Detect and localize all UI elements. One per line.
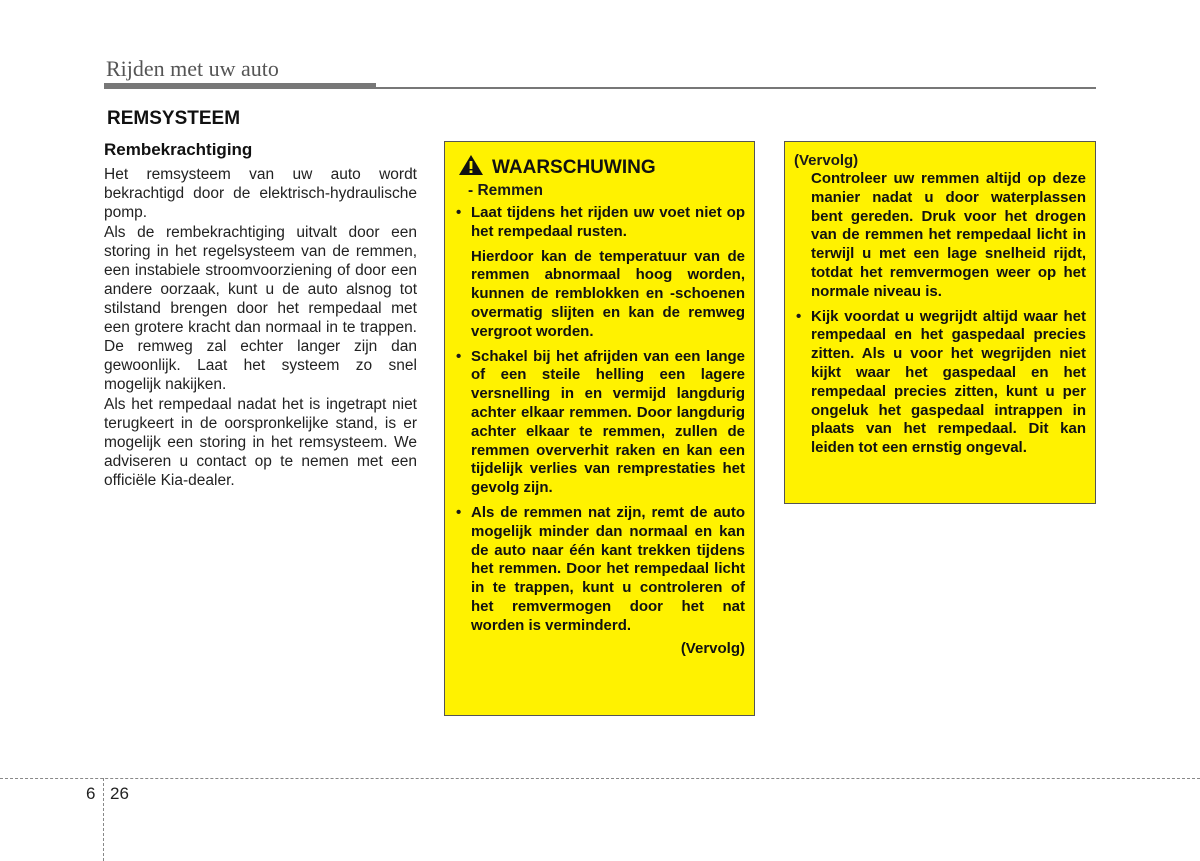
paragraph: Het remsysteem van uw auto wordt bekrachtigd door de elektrisch-hydraulische pomp. — [104, 166, 417, 221]
continued-label: (Vervolg) — [680, 639, 745, 657]
paragraph: Als de rembekrachtiging uitvalt door een storing in het regelsysteem van de remmen, een instabiele stroomvoorziening of door een andere oorzaak, kunt u de auto alsnog tot stilstand brengen door het rempedaal met een grotere kracht dan normaal in te trappen. De remweg zal echter langer zijn dan gewoonlijk. Laat het systeem zo snel mogelijk nakijken. — [104, 224, 417, 393]
item-text: Kijk voordat u wegrijdt altijd waar het rempedaal en het gaspedaal precies zitten. Als u voor het wegrijden niet kijkt waar het gaspedaal en het rempedaal precies zitten, kunt u per ongeluk het gaspedaal intrappen in plaats van het rempedaal. Dit kan leiden tot een ernstig ongeval. — [811, 307, 1086, 457]
subheading: Rembekrachtiging — [104, 140, 253, 159]
header-rule-thick — [104, 83, 376, 89]
warning-title: WAARSCHUWING — [492, 156, 656, 178]
warning-subtitle: - Remmen — [468, 182, 543, 199]
item-text: Laat tijdens het rijden uw voet niet op het rempedaal rusten. — [471, 204, 745, 240]
list-item — [454, 504, 745, 636]
warning-triangle-icon — [454, 154, 492, 181]
page-number: 26 — [110, 784, 129, 803]
list-item — [454, 204, 745, 342]
warning-box — [444, 141, 755, 716]
continuation-list — [794, 308, 1086, 458]
item-text: Schakel bij het afrijden van een lange of een steile helling een lagere versnelling in en vermijd langdurig achter elkaar remmen. Door langdurig achter elkaar te remmen, zullen de remmen oververhit raken en kan een tijdelijk verlies van remprestaties het gevolg zijn. — [471, 347, 745, 497]
warning-header — [454, 154, 745, 181]
left-column — [104, 140, 417, 491]
list-item — [454, 348, 745, 498]
list-item — [794, 308, 1086, 458]
page-header-title: Rijden met uw auto — [106, 56, 279, 81]
paragraph: Als het rempedaal nadat het is ingetrapt niet terugkeert in de oorspronkelijke stand, is er mogelijk een storing in het remsysteem. We adviseren u contact op te nemen met een officiële Kia-dealer. — [104, 396, 417, 489]
page-section-number: 6 — [86, 784, 96, 803]
section-title: REMSYSTEEM — [107, 108, 241, 129]
continued-label: (Vervolg) — [794, 152, 859, 169]
continuation-text: Controleer uw remmen altijd op deze manier nadat u door waterplassen bent gereden. Druk voor het drogen van de remmen het rempedaal licht in terwijl u met een lage snelheid rijdt, totdat het remvermogen weer op het normale niveau is. — [811, 170, 1086, 300]
header-rule-thin — [376, 87, 1096, 89]
continuation-body — [794, 170, 1086, 302]
continuation-box — [784, 141, 1096, 504]
bullet: • — [456, 204, 462, 221]
warning-list — [454, 204, 745, 636]
item-text: Als de remmen nat zijn, remt de auto mogelijk minder dan normaal en kan de auto naar één kant trekken tijdens het remmen. Door het rempedaal licht in te trappen, kunt u controleren of het remvermogen door het nat worden is verminderd. — [471, 503, 745, 634]
bullet: • — [456, 347, 462, 365]
footer-vertical-divider — [103, 778, 104, 861]
bullet: • — [796, 307, 802, 325]
bullet: • — [456, 503, 462, 521]
item-extra: Hierdoor kan de temperatuur van de remmen abnormaal hoog worden, kunnen de remblokken en -schoenen overmatig slijten en kan de remweg vergroot worden. — [471, 247, 745, 340]
footer-divider — [0, 778, 1200, 779]
